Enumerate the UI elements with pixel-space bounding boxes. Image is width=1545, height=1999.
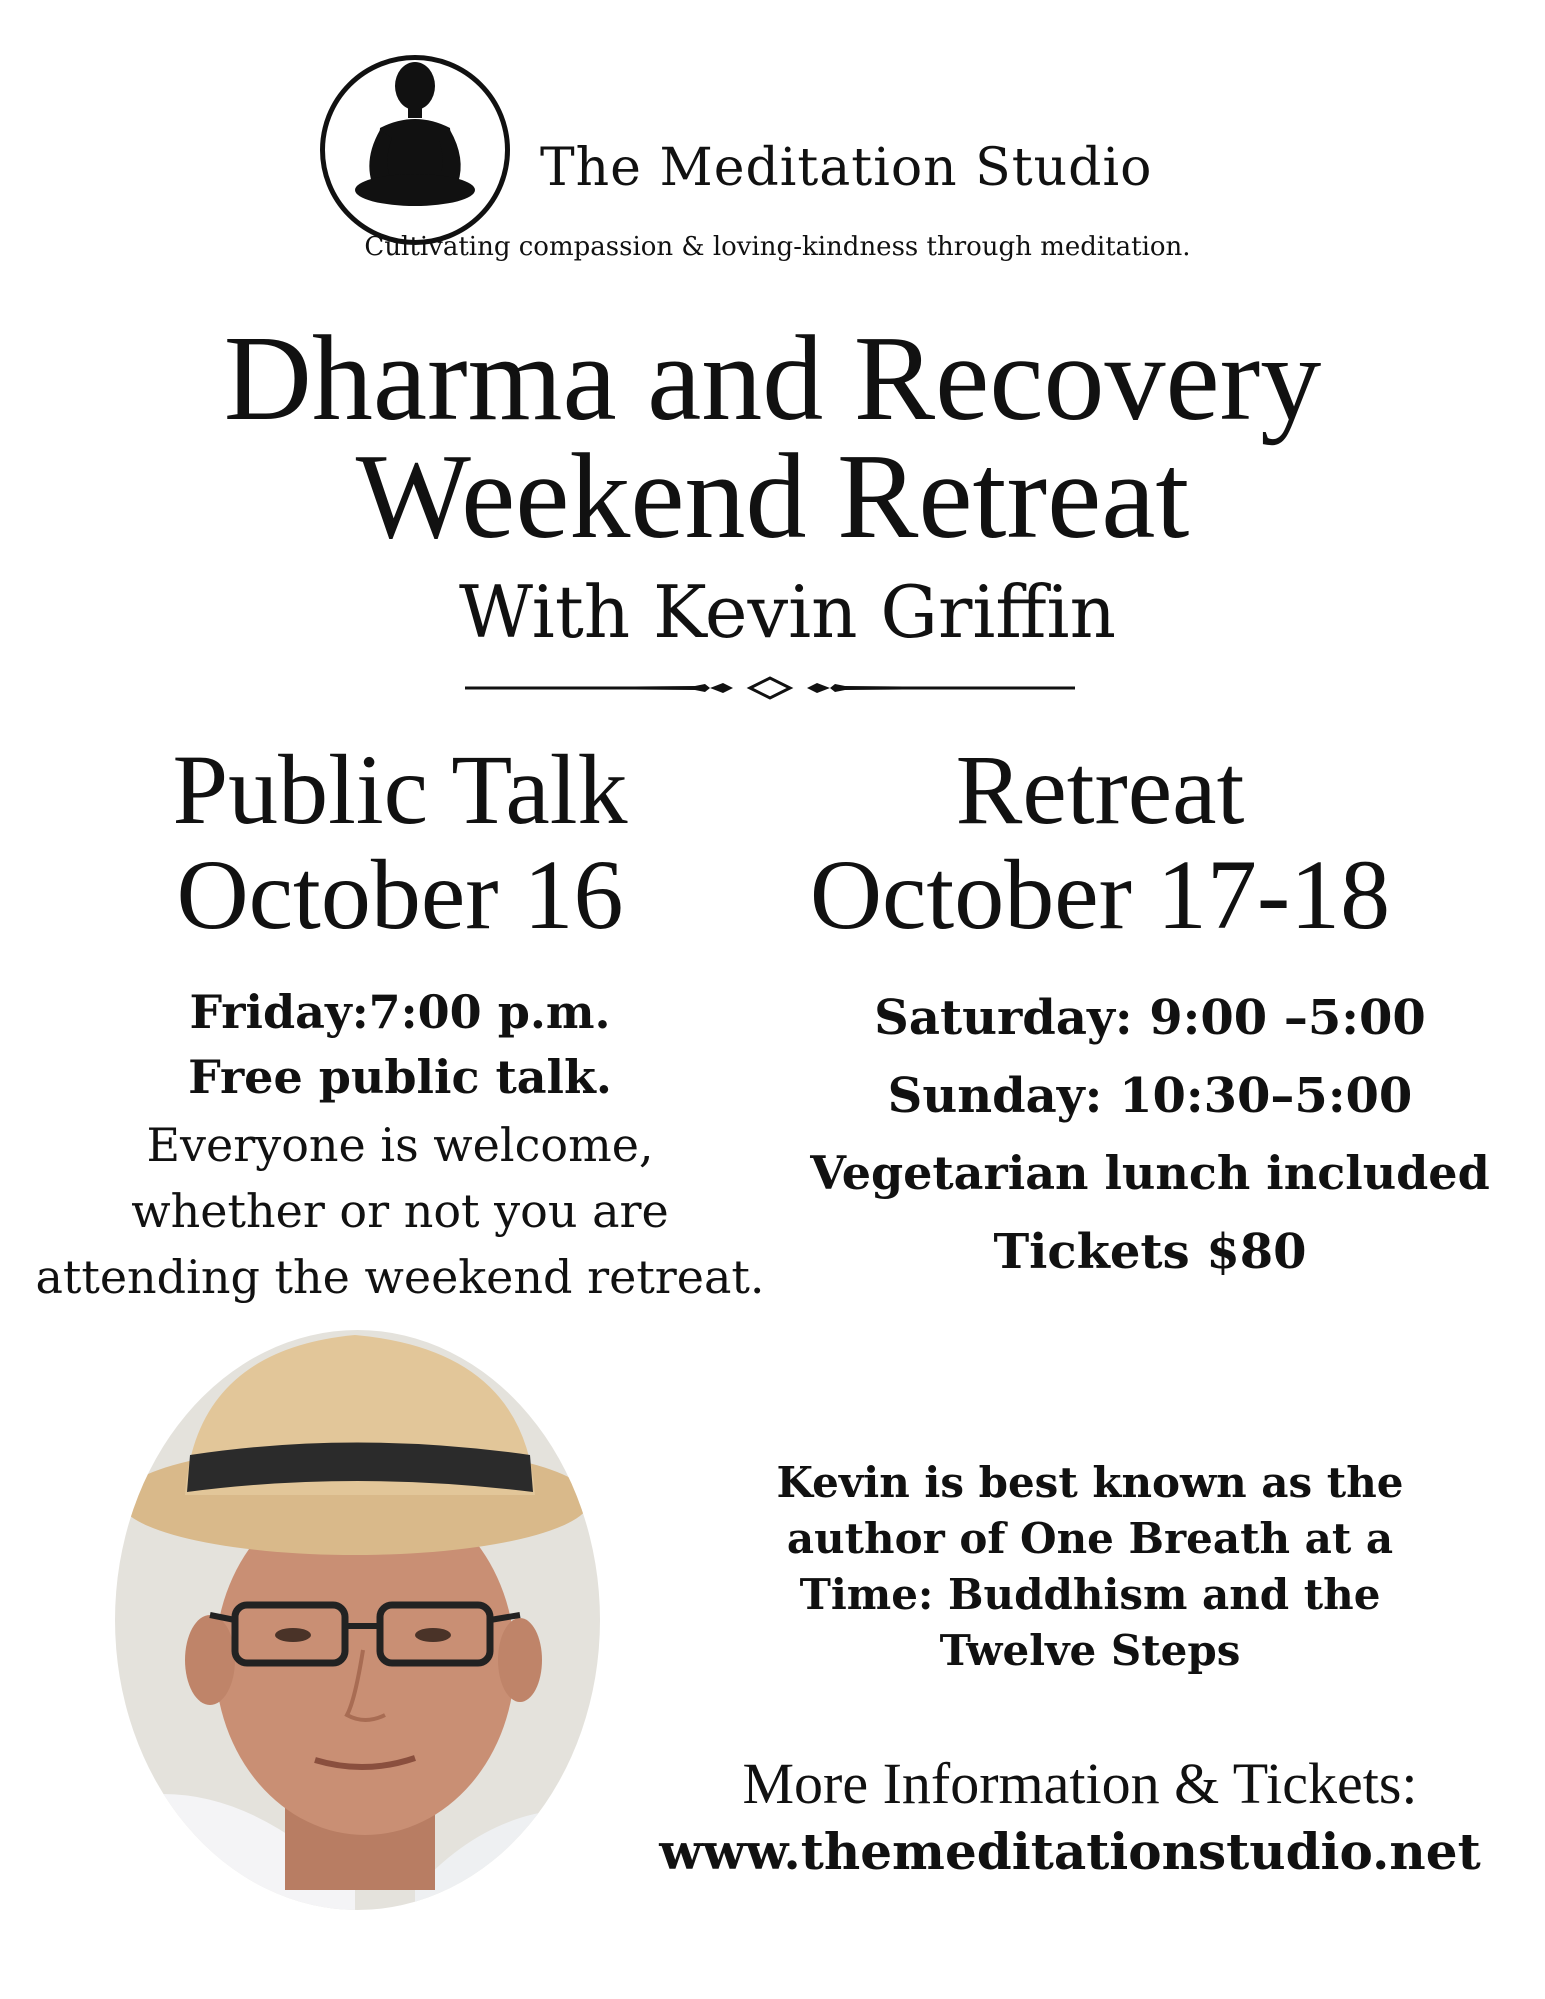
studio-name: The Meditation Studio <box>540 138 1153 198</box>
retreat-lunch-note: Vegetarian lunch included <box>810 1146 1490 1200</box>
bio-line: Time: Buddhism and the <box>799 1570 1381 1619</box>
public-talk-desc-line: whether or not you are <box>131 1184 669 1238</box>
retreat-saturday-hours: Saturday: 9:00 –5:00 <box>874 990 1426 1046</box>
speaker-photo-illustration <box>115 1330 600 1910</box>
retreat-sunday-hours: Sunday: 10:30–5:00 <box>887 1068 1413 1124</box>
public-talk-date: October 16 <box>176 839 624 950</box>
retreat-heading: Retreat <box>955 734 1245 845</box>
public-talk-desc-line: Everyone is welcome, <box>146 1118 654 1172</box>
event-title-line-2: Weekend Retreat <box>355 429 1190 564</box>
meditating-figure-icon <box>350 58 480 218</box>
bio-line: Twelve Steps <box>939 1626 1241 1675</box>
tagline: Cultivating compassion & loving-kindness through meditation. <box>364 232 1191 262</box>
speaker-portrait <box>115 1330 600 1910</box>
retreat-ticket-price: Tickets $80 <box>993 1224 1307 1280</box>
bio-line: author of One Breath at a <box>786 1514 1394 1563</box>
public-talk-heading: Public Talk <box>172 734 628 845</box>
public-talk-time: Friday:7:00 p.m. <box>189 985 611 1039</box>
bio-line: Kevin is best known as the <box>776 1458 1404 1507</box>
retreat-date: October 17-18 <box>809 839 1391 950</box>
event-title-line-1: Dharma and Recovery <box>223 311 1322 446</box>
event-subtitle: With Kevin Griffin <box>459 570 1116 654</box>
website-link[interactable]: www.themeditationstudio.net <box>659 1822 1481 1881</box>
public-talk-free-note: Free public talk. <box>188 1050 612 1104</box>
more-info-label: More Information & Tickets: <box>742 1751 1418 1816</box>
ornamental-divider <box>465 670 1075 706</box>
public-talk-desc-line: attending the weekend retreat. <box>35 1250 765 1304</box>
